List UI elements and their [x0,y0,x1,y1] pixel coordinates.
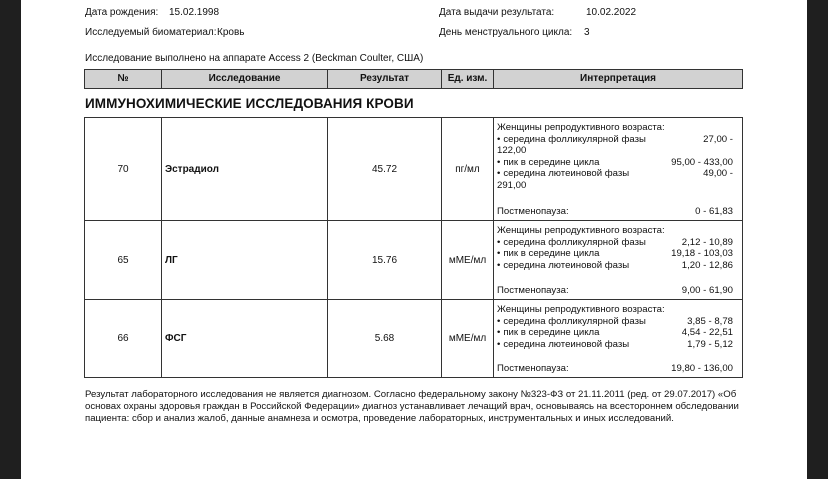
postmenopause [497,206,742,218]
header-test: Исследование [162,70,328,88]
postmenopause-value: 9,00 - 61,90 [681,284,733,296]
interp-line [497,327,739,339]
table-header [84,69,743,89]
interp-line [497,157,739,169]
header-result: Результат [328,70,442,88]
interp-heading: Женщины репродуктивного возраста: [497,122,665,133]
interp-line-value: 4,54 - 22,51 [681,327,733,338]
biomaterial-value: Кровь [217,27,245,38]
interp-line-label: середина лютеиновой фазы [503,168,630,179]
row-unit: мМЕ/мл [442,300,494,377]
cycle-day-label: День менструального цикла: [439,27,573,38]
row-interpretation [494,118,742,220]
biomaterial-label: Исследуемый биоматериал: [85,27,217,38]
row-result: 45.72 [328,118,442,220]
table-row [85,221,742,300]
interp-line [497,134,739,146]
row-num: 65 [85,221,162,299]
issue-date-value: 10.02.2022 [586,7,637,18]
interp-line-label: середина фолликулярной фазы [503,133,646,145]
interp-line [497,339,739,351]
postmenopause-label: Постменопауза: [497,284,569,296]
row-unit: мМЕ/мл [442,221,494,299]
interp-line-value: 1,20 - 12,86 [681,259,733,271]
row-result: 15.76 [328,221,442,299]
header-num: № [85,70,162,88]
row-test: ФСГ [162,300,328,377]
birth-date-value: 15.02.1998 [169,7,220,18]
header-unit: Ед. изм. [442,70,494,88]
row-num: 70 [85,118,162,220]
interp-line-value: 1,79 - 5,12 [687,338,733,350]
cycle-day-value: 3 [584,27,590,38]
interp-line-value: 27,00 - [703,133,733,145]
section-title: ИММУНОХИМИЧЕСКИЕ ИССЛЕДОВАНИЯ КРОВИ [85,96,414,111]
birth-date-label: Дата рождения: [85,7,159,18]
interp-line-value: 2,12 - 10,89 [681,236,733,248]
interp-line [497,168,739,180]
row-num: 66 [85,300,162,377]
device-note: Исследование выполнено на аппарате Access 2 (Beckman Coulter, США) [85,53,424,64]
header-interpretation: Интерпретация [580,73,656,84]
interp-line-label: середина лютеиновой фазы [503,259,630,271]
interp-line-label: пик в середине цикла [503,156,600,168]
interp-line [497,316,739,328]
interp-line [497,260,739,272]
postmenopause-value: 0 - 61,83 [695,205,733,217]
table-row [85,118,742,221]
interp-line-label: середина фолликулярной фазы [503,315,646,327]
row-unit: пг/мл [442,118,494,220]
interp-line-label: середина фолликулярной фазы [503,236,646,248]
row-test: ЛГ [162,221,328,299]
interp-line-value: 49,00 - [703,168,733,179]
results-table [84,117,743,378]
postmenopause [497,285,742,297]
postmenopause-label: Постменопауза: [497,205,569,217]
interp-line-label: пик в середине цикла [503,248,600,259]
interp-line-label: пик в середине цикла [503,327,600,338]
interp-heading: Женщины репродуктивного возраста: [497,304,665,315]
row-interpretation [494,300,742,377]
postmenopause [497,363,742,375]
interp-line-value: 95,00 - 433,00 [671,156,733,168]
interp-line-cont: 122,00 [497,145,527,156]
postmenopause-label: Постменопауза: [497,362,569,374]
document-page [21,0,807,479]
row-result: 5.68 [328,300,442,377]
row-test: Эстрадиол [162,118,328,220]
row-interpretation [494,221,742,299]
interp-line [497,237,739,249]
interp-line-label: середина лютеиновой фазы [503,338,630,350]
interp-line-value: 3,85 - 8,78 [687,315,733,327]
interp-heading: Женщины репродуктивного возраста: [497,225,665,236]
postmenopause-value: 19,80 - 136,00 [671,362,733,374]
table-row [85,300,742,377]
interp-line-cont: 291,00 [497,179,527,191]
issue-date-label: Дата выдачи результата: [439,7,555,18]
interp-line-value: 19,18 - 103,03 [671,248,733,259]
legal-disclaimer: Результат лабораторного исследования не является диагнозом. Согласно федеральному закону №323-ФЗ от 21.11.2011 (ред. от 29.07.2017) «Об основах охраны здоровья граждан в Российской Федерации» диагноз устанавливает лечащий врач, основываясь на всестороннем обследовании пациента: сбор и анализ жалоб, данные анамнеза и осмотра, проведение лабораторных, инструментальных и иных исследований. [85,389,739,425]
interp-line [497,248,739,260]
